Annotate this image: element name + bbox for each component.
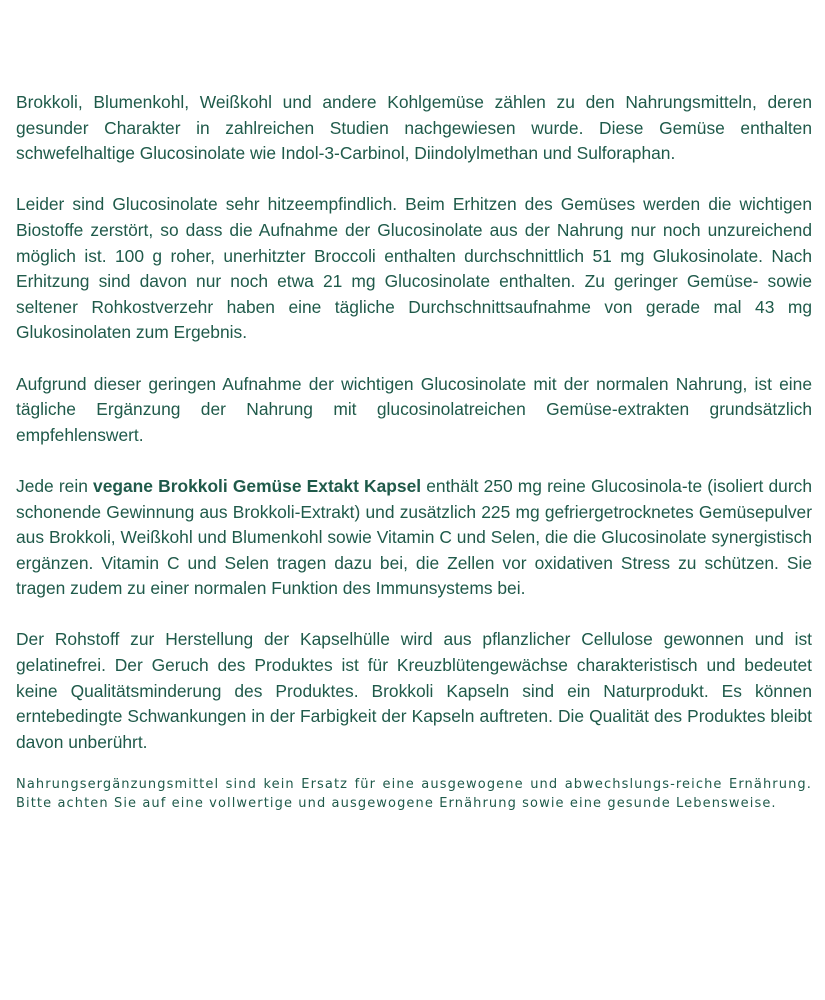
- product-name-highlight: vegane Brokkoli Gemüse Extakt Kapsel: [93, 475, 422, 496]
- paragraph-heat-sensitivity: Leider sind Glucosinolate sehr hitzeempfindlich. Beim Erhitzen des Gemüses werden die wichtigen Biostoffe zerstört, so dass die Aufnahme der Glucosinolate aus der Nahrung nur noch unzureichend möglich ist. 100 g roher, unerhitzter Broccoli enthalten durchschnittlich 51 mg Glukosinolate. Nach Erhitzung sind davon nur noch etwa 21 mg Glucosinolate enthalten. Zu geringer Gemüse- sowie seltener Rohkostverzehr haben eine tägliche Durchschnittsaufnahme von gerade mal 43 mg Glukosinolaten zum Ergebnis.: [16, 194, 812, 343]
- capsule-text-prefix: Jede rein: [16, 475, 94, 496]
- legal-disclaimer: Nahrungsergänzungsmittel sind kein Ersatz für eine ausgewogene und abwechslungs-reiche Ernährung. Bitte achten Sie auf eine vollwertige und ausgewogene Ernährung sowie eine gesunde Lebensweise.: [16, 777, 812, 812]
- product-description: [16, 90, 812, 839]
- paragraph-capsule-contents: [16, 474, 812, 602]
- paragraph-capsule-shell: Der Rohstoff zur Herstellung der Kapselhülle wird aus pflanzlicher Cellulose gewonnen und ist gelatinefrei. Der Geruch des Produktes ist für Kreuzblütengewächse charakteristisch und bedeutet keine Qualitätsminderung des Produktes. Brokkoli Kapseln sind ein Naturprodukt. Es können erntebedingte Schwankungen in der Farbigkeit der Kapseln auftreten. Die Qualität des Produktes bleibt davon unberührt.: [16, 629, 812, 752]
- paragraph-intro: Brokkoli, Blumenkohl, Weißkohl und andere Kohlgemüse zählen zu den Nahrungsmitteln, deren gesunder Charakter in zahlreichen Studien nachgewiesen wurde. Diese Gemüse enthalten schwefelhaltige Glucosinolate wie Indol-3-Carbinol, Diindolylmethan und Sulforaphan.: [16, 92, 812, 164]
- capsule-text-suffix: enthält 250 mg reine Glucosinola-te (isoliert durch schonende Gewinnung aus Brokkoli-Extrakt) und zusätzlich 225 mg gefriergetrocknetes Gemüsepulver aus Brokkoli, Weißkohl und Blumenkohl sowie Vitamin C und Selen, die die Glucosinolate synergistisch ergänzen. Vitamin C und Selen tragen dazu bei, die Zellen vor oxidativen Stress zu schützen. Sie tragen zudem zu einer normalen Funktion des Immunsystems bei.: [16, 475, 812, 599]
- paragraph-supplement-recommendation: Aufgrund dieser geringen Aufnahme der wichtigen Glucosinolate mit der normalen Nahrung, ist eine tägliche Ergänzung der Nahrung mit glucosinolatreichen Gemüse-extrakten grundsätzlich empfehlenswert.: [16, 373, 812, 445]
